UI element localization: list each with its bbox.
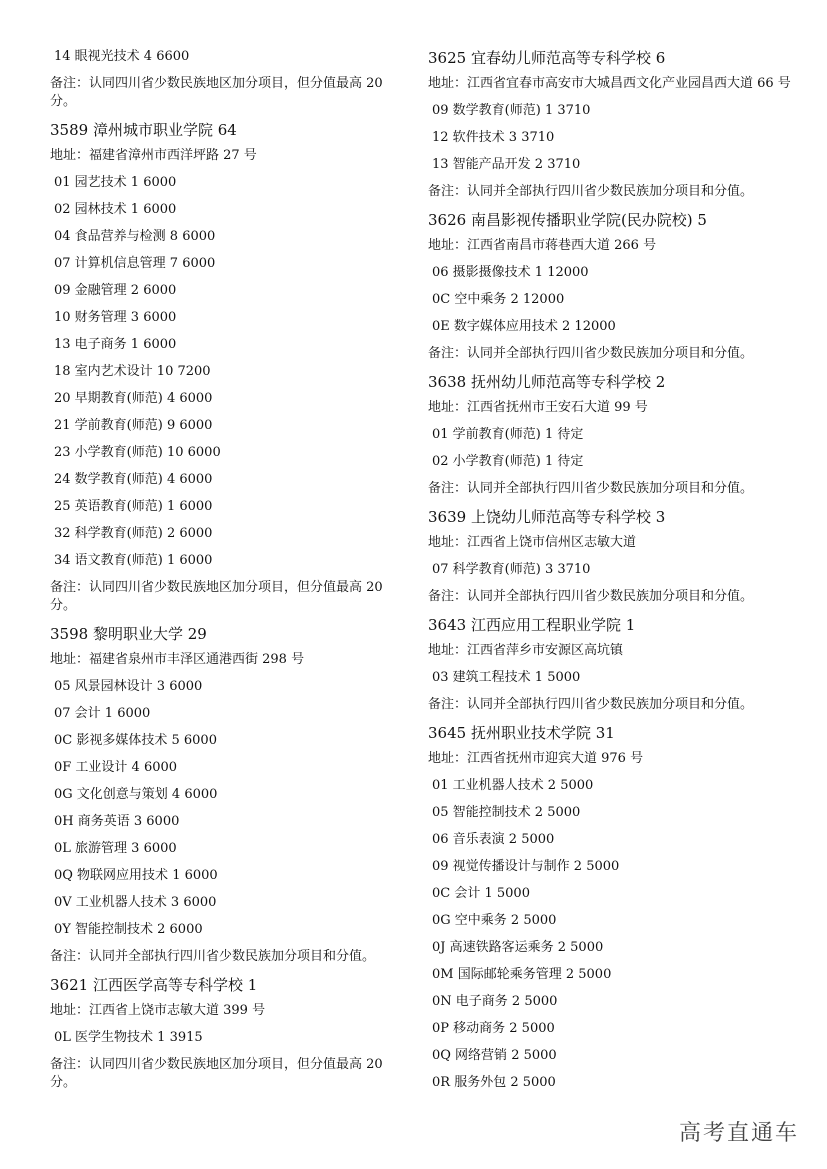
school-address: 地址：江西省上饶市信州区志敏大道 (428, 535, 637, 550)
major-entry: 0H 商务英语 3 6000 (54, 814, 180, 829)
major-entry: 02 园林技术 1 6000 (54, 202, 177, 217)
major-entry: 24 数学教育(师范) 4 6000 (54, 472, 213, 487)
major-entry: 03 建筑工程技术 1 5000 (432, 670, 581, 685)
major-entry: 0N 电子商务 2 5000 (432, 994, 558, 1009)
major-entry: 0G 文化创意与策划 4 6000 (54, 787, 218, 802)
major-entry: 09 金融管理 2 6000 (54, 283, 177, 298)
remark-note: 备注：认同四川省少数民族地区加分项目，但分值最高 20 分。 (50, 76, 383, 109)
major-entry: 13 智能产品开发 2 3710 (432, 157, 581, 172)
school-heading: 3598 黎明职业大学 29 (50, 625, 207, 643)
school-heading: 3645 抚州职业技术学院 31 (428, 724, 615, 742)
school-address: 地址：江西省上饶市志敏大道 399 号 (50, 1003, 266, 1018)
major-entry: 04 食品营养与检测 8 6000 (54, 229, 216, 244)
remark-note: 备注：认同并全部执行四川省少数民族加分项目和分值。 (428, 589, 754, 604)
major-entry: 07 计算机信息管理 7 6000 (54, 256, 216, 271)
major-entry: 01 学前教育(师范) 1 待定 (432, 427, 584, 442)
remark-note: 备注：认同并全部执行四川省少数民族加分项目和分值。 (428, 346, 754, 361)
major-entry: 0G 空中乘务 2 5000 (432, 913, 557, 928)
major-entry: 07 科学教育(师范) 3 3710 (432, 562, 591, 577)
remark-note: 备注：认同并全部执行四川省少数民族加分项目和分值。 (428, 184, 754, 199)
major-entry: 34 语文教育(师范) 1 6000 (54, 553, 213, 568)
major-entry: 20 早期教育(师范) 4 6000 (54, 391, 213, 406)
remark-note: 备注：认同四川省少数民族地区加分项目，但分值最高 20 分。 (50, 1057, 383, 1090)
school-heading: 3589 漳州城市职业学院 64 (50, 121, 237, 139)
major-entry: 0L 旅游管理 3 6000 (54, 841, 177, 856)
school-address: 地址：江西省南昌市蒋巷西大道 266 号 (428, 238, 657, 253)
major-entry: 0C 空中乘务 2 12000 (432, 292, 565, 307)
major-entry: 07 会计 1 6000 (54, 706, 151, 721)
school-heading: 3639 上饶幼儿师范高等专科学校 3 (428, 508, 666, 526)
major-entry: 0V 工业机器人技术 3 6000 (54, 895, 217, 910)
left-column (50, 48, 410, 1101)
school-heading: 3643 江西应用工程职业学院 1 (428, 616, 636, 634)
school-heading: 3625 宜春幼儿师范高等专科学校 6 (428, 49, 666, 67)
watermark: 高考直通车 (678, 1121, 799, 1146)
major-entry: 14 眼视光技术 4 6600 (54, 49, 190, 64)
major-entry: 09 视觉传播设计与制作 2 5000 (432, 859, 620, 874)
major-entry: 18 室内艺术设计 10 7200 (54, 364, 211, 379)
school-address: 地址：江西省抚州市王安石大道 99 号 (428, 400, 648, 415)
major-entry: 0Q 物联网应用技术 1 6000 (54, 868, 218, 883)
major-entry: 06 摄影摄像技术 1 12000 (432, 265, 589, 280)
major-entry: 32 科学教育(师范) 2 6000 (54, 526, 213, 541)
major-entry: 0Y 智能控制技术 2 6000 (54, 922, 203, 937)
major-entry: 13 电子商务 1 6000 (54, 337, 177, 352)
major-entry: 0L 医学生物技术 1 3915 (54, 1030, 203, 1045)
school-address: 地址：福建省漳州市西洋坪路 27 号 (50, 148, 257, 163)
school-address: 地址：江西省抚州市迎宾大道 976 号 (428, 751, 644, 766)
major-entry: 21 学前教育(师范) 9 6000 (54, 418, 213, 433)
major-entry: 0C 影视多媒体技术 5 6000 (54, 733, 217, 748)
major-entry: 0M 国际邮轮乘务管理 2 5000 (432, 967, 612, 982)
major-entry: 09 数学教育(师范) 1 3710 (432, 103, 591, 118)
major-entry: 12 软件技术 3 3710 (432, 130, 555, 145)
major-entry: 23 小学教育(师范) 10 6000 (54, 445, 221, 460)
school-address: 地址：江西省萍乡市安源区高坑镇 (428, 643, 624, 658)
major-entry: 0R 服务外包 2 5000 (432, 1075, 556, 1090)
major-entry: 05 智能控制技术 2 5000 (432, 805, 581, 820)
major-entry: 0E 数字媒体应用技术 2 12000 (432, 319, 616, 334)
major-entry: 0F 工业设计 4 6000 (54, 760, 178, 775)
school-address: 地址：福建省泉州市丰泽区通港西街 298 号 (50, 652, 305, 667)
major-entry: 0J 高速铁路客运乘务 2 5000 (432, 940, 604, 955)
major-entry: 05 风景园林设计 3 6000 (54, 679, 203, 694)
major-entry: 02 小学教育(师范) 1 待定 (432, 454, 584, 469)
major-entry: 0Q 网络营销 2 5000 (432, 1048, 557, 1063)
remark-note: 备注：认同并全部执行四川省少数民族加分项目和分值。 (50, 949, 376, 964)
school-heading: 3638 抚州幼儿师范高等专科学校 2 (428, 373, 666, 391)
school-address: 地址：江西省宜春市高安市大城昌西文化产业园昌西大道 66 号 (428, 76, 791, 91)
school-heading: 3621 江西医学高等专科学校 1 (50, 976, 258, 994)
right-column (428, 48, 803, 1101)
major-entry: 25 英语教育(师范) 1 6000 (54, 499, 213, 514)
major-entry: 01 园艺技术 1 6000 (54, 175, 177, 190)
major-entry: 0P 移动商务 2 5000 (432, 1021, 555, 1036)
major-entry: 0C 会计 1 5000 (432, 886, 530, 901)
remark-note: 备注：认同并全部执行四川省少数民族加分项目和分值。 (428, 481, 754, 496)
major-entry: 01 工业机器人技术 2 5000 (432, 778, 594, 793)
major-entry: 10 财务管理 3 6000 (54, 310, 177, 325)
major-entry: 06 音乐表演 2 5000 (432, 832, 555, 847)
remark-note: 备注：认同并全部执行四川省少数民族加分项目和分值。 (428, 697, 754, 712)
school-heading: 3626 南昌影视传播职业学院(民办院校) 5 (428, 211, 707, 229)
remark-note: 备注：认同四川省少数民族地区加分项目，但分值最高 20 分。 (50, 580, 383, 613)
